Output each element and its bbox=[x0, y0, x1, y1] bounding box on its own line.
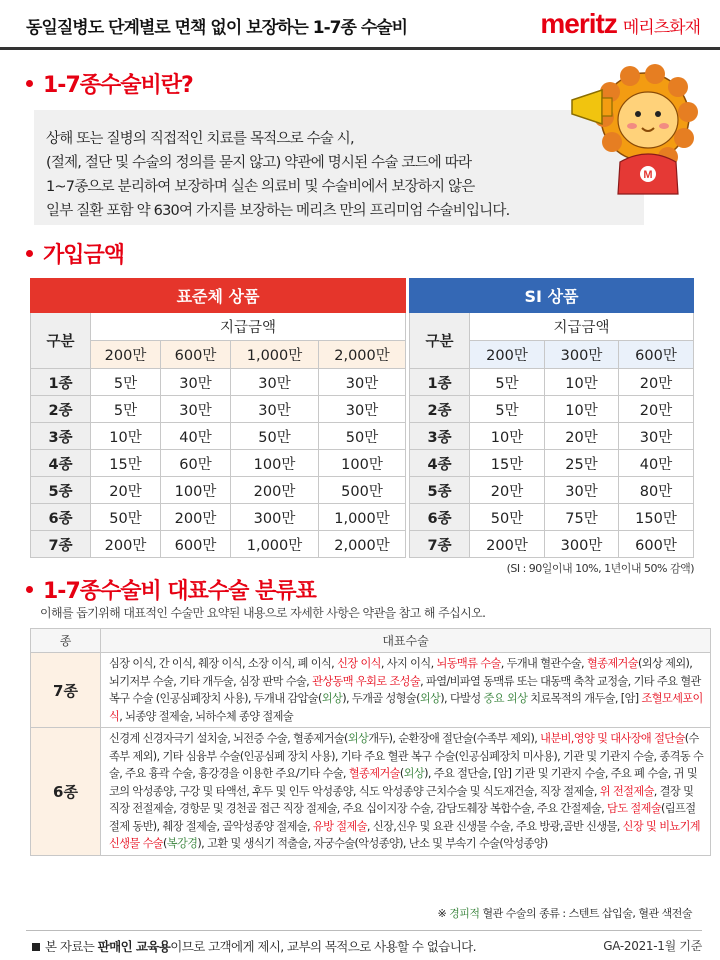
amount-cell: 300만 bbox=[545, 531, 619, 558]
amount-cell: 5만 bbox=[470, 396, 545, 423]
surgery-text-segment: 치료목적의 개두술, [암] bbox=[527, 692, 642, 705]
surgery-text-segment: ), 다발성 bbox=[440, 692, 484, 705]
grade-cell: 1종 bbox=[410, 369, 470, 396]
section-title-definition bbox=[26, 68, 193, 99]
amount-header: 200만 bbox=[470, 341, 545, 369]
surgery-text-segment: 중요 외상 bbox=[483, 692, 528, 705]
amount-cell: 30만 bbox=[161, 396, 231, 423]
amount-cell: 200만 bbox=[470, 531, 545, 558]
amount-cell: 20만 bbox=[470, 477, 545, 504]
section-title-classification bbox=[26, 574, 316, 605]
section-title-amount bbox=[26, 238, 124, 269]
surgery-text-segment: 외상 bbox=[419, 692, 441, 705]
surgery-text-segment: , 사지 이식, bbox=[380, 657, 437, 670]
classification-note: 이해를 돕기위해 대표적인 수술만 요약된 내용으로 자세한 사항은 약관을 참고 해 주십시오. bbox=[40, 606, 486, 620]
si-reduction-note: (SI : 90일이내 10%, 1년이내 50% 감액) bbox=[506, 562, 694, 575]
surgery-text-segment: 신장 및 비뇨기계 신생물 수술 bbox=[109, 819, 701, 850]
si-band-title: SI 상품 bbox=[410, 279, 694, 313]
amount-cell: 5만 bbox=[91, 396, 161, 423]
amount-cell: 300만 bbox=[231, 504, 319, 531]
standard-table-body bbox=[31, 369, 406, 558]
amount-cell: 20만 bbox=[545, 423, 619, 450]
surgery-text-segment: 외상 bbox=[347, 732, 369, 745]
amount-cell: 30만 bbox=[319, 369, 406, 396]
amount-cell: 40만 bbox=[161, 423, 231, 450]
surgery-text-segment: 담도 절제술 bbox=[607, 802, 662, 815]
header-title: 동일질병도 단계별로 면책 없이 보장하는 1-7종 수술비 bbox=[26, 18, 408, 38]
surgery-text-segment: , 파열/비파열 동맥류 또는 대동맥 축착 교정술, 기타 주요 혈관 복구 수술 (인공심폐장치 사용), 두개내 감압술( bbox=[109, 674, 701, 705]
grade-cell: 4종 bbox=[410, 450, 470, 477]
grade-cell: 4종 bbox=[31, 450, 91, 477]
amount-cell: 5만 bbox=[470, 369, 545, 396]
surgery-text-segment: , 뇌종양 절제술, 뇌하수체 종양 절제술 bbox=[119, 709, 294, 723]
amount-cell: 600만 bbox=[619, 531, 694, 558]
amount-cell: 40만 bbox=[619, 450, 694, 477]
surgery-text-segment: 뇌동맥류 수술 bbox=[436, 657, 501, 670]
col-surgery-header: 대표수술 bbox=[101, 629, 711, 653]
surgery-text-segment: 위 전절제술 bbox=[599, 784, 654, 798]
section-title-text: 1-7종수술비 대표수술 분류표 bbox=[43, 579, 316, 604]
table-row bbox=[31, 504, 406, 531]
footer-post: 이므로 고객에게 제시, 교부의 목적으로 사용할 수 없습니다. bbox=[170, 939, 477, 954]
amount-cell: 30만 bbox=[545, 477, 619, 504]
gubun-header: 구분 bbox=[410, 313, 470, 369]
amount-cell: 30만 bbox=[319, 396, 406, 423]
surgery-text-segment: 내분비,영양 및 대사장애 절단술 bbox=[540, 732, 685, 745]
pay-amount-header: 지급금액 bbox=[470, 313, 694, 341]
amount-cell: 200만 bbox=[161, 504, 231, 531]
lion-mascot-icon bbox=[560, 62, 700, 197]
meritz-logo bbox=[540, 8, 700, 40]
table-row bbox=[31, 531, 406, 558]
table-row bbox=[31, 450, 406, 477]
grade-7-label: 7종 bbox=[31, 653, 101, 728]
amount-cell: 80만 bbox=[619, 477, 694, 504]
grade-cell: 2종 bbox=[31, 396, 91, 423]
footer bbox=[26, 930, 702, 960]
square-bullet-icon bbox=[32, 943, 40, 951]
surgery-text-segment: 신경계 신경자극기 설치술, 뇌전증 수술, 혈종제거술( bbox=[109, 732, 348, 745]
table-row bbox=[31, 369, 406, 396]
footnote-text: 혈관 수술의 종류 : 스텐트 삽입술, 혈관 색전술 bbox=[479, 907, 692, 920]
classification-table bbox=[30, 628, 711, 856]
amount-cell: 30만 bbox=[231, 369, 319, 396]
bullet-dot-icon bbox=[26, 250, 33, 257]
table-row bbox=[31, 477, 406, 504]
surgery-text-segment: 외상 bbox=[403, 767, 425, 780]
amount-cell: 75만 bbox=[545, 504, 619, 531]
intro-line: 일부 질환 포함 약 630여 가지를 보장하는 메리츠 만의 프리미엄 수술비입니다. bbox=[46, 203, 510, 219]
table-row bbox=[410, 450, 694, 477]
intro-line: 1~7종으로 분리하여 보장하며 실손 의료비 및 수술비에서 보장하지 않은 bbox=[46, 179, 475, 195]
amount-cell: 30만 bbox=[161, 369, 231, 396]
amount-cell: 50만 bbox=[319, 423, 406, 450]
amount-cell: 10만 bbox=[545, 396, 619, 423]
surgery-text-segment: ), 주요 절단술, [암] 기관 및 기관지 수술, 주요 폐 수술, 귀 및 코의 악성종양, 구강 및 타액선, 후두 및 인두 악성종양, 식도 악성종양 근치수술 및 식도재건술, 직장 절제술, bbox=[109, 767, 698, 798]
footnote-emphasis: 경피적 bbox=[449, 907, 480, 920]
table-row bbox=[410, 504, 694, 531]
percutaneous-footnote bbox=[437, 905, 692, 921]
amount-cell: 2,000만 bbox=[319, 531, 406, 558]
grade-cell: 1종 bbox=[31, 369, 91, 396]
table-row bbox=[410, 369, 694, 396]
footnote-mark: ※ bbox=[437, 907, 450, 920]
surgery-text-segment: 유방 절제술 bbox=[312, 819, 367, 833]
surgery-text-segment: ( bbox=[163, 837, 167, 850]
amount-header: 600만 bbox=[161, 341, 231, 369]
surgery-text-segment: 혈종제거술 bbox=[348, 767, 400, 780]
grade-6-surgeries bbox=[101, 728, 711, 856]
surgery-text-segment: (외상 제외), 뇌기저부 수술, 기타 개두술, 심장 판막 수술, bbox=[109, 657, 693, 688]
section-title-text: 1-7종수술비란? bbox=[43, 73, 193, 98]
surgery-text-segment: 신장 이식 bbox=[337, 657, 381, 670]
table-row bbox=[410, 477, 694, 504]
surgery-text-segment: 심장 이식, 간 이식, 췌장 이식, 소장 이식, 폐 이식, bbox=[109, 657, 338, 670]
bullet-dot-icon bbox=[26, 80, 33, 87]
amount-header: 200만 bbox=[91, 341, 161, 369]
amount-cell: 200만 bbox=[231, 477, 319, 504]
surgery-text-segment: 외상 bbox=[321, 692, 343, 705]
grade-cell: 3종 bbox=[410, 423, 470, 450]
surgery-text-segment: , 두개내 혈관수술, bbox=[500, 657, 587, 670]
amount-cell: 150만 bbox=[619, 504, 694, 531]
si-product-table bbox=[409, 278, 694, 558]
surgery-text-segment: 개두), 순환장애 절단술(수족부 제외), bbox=[368, 732, 541, 745]
grade-cell: 6종 bbox=[410, 504, 470, 531]
surgery-text-segment: , 결장 및 직장 전절제술, 경항문 및 경천골 접근 직장 절제술, 주요 십이지장 수술, 감담도췌장 복합수술, 주요 간절제술, bbox=[109, 784, 694, 815]
table-row bbox=[410, 396, 694, 423]
surgery-text-segment: , 신장,신우 및 요관 신생물 수술, 주요 방광,골반 신생물, bbox=[366, 819, 623, 833]
amount-cell: 500만 bbox=[319, 477, 406, 504]
amount-cell: 25만 bbox=[545, 450, 619, 477]
standard-product-table bbox=[30, 278, 406, 558]
si-table-body bbox=[410, 369, 694, 558]
logo-word: meritz bbox=[540, 8, 617, 39]
amount-cell: 200만 bbox=[91, 531, 161, 558]
intro-line: 상해 또는 질병의 직접적인 치료를 목적으로 수술 시, bbox=[46, 131, 354, 147]
header bbox=[0, 0, 720, 50]
grade-6-label: 6종 bbox=[31, 728, 101, 856]
grade-cell: 5종 bbox=[31, 477, 91, 504]
section-title-text: 가입금액 bbox=[43, 243, 125, 268]
table-row bbox=[410, 423, 694, 450]
bullet-dot-icon bbox=[26, 586, 33, 593]
surgery-text-segment: (림프절 절제 동반), 췌장 절제술, 골악성종양 절제술, bbox=[109, 802, 696, 833]
amount-cell: 20만 bbox=[619, 369, 694, 396]
footer-disclaimer bbox=[32, 937, 476, 955]
grade-cell: 7종 bbox=[410, 531, 470, 558]
amount-cell: 10만 bbox=[545, 369, 619, 396]
grade-cell: 3종 bbox=[31, 423, 91, 450]
footer-code: GA-2021-1월 기준 bbox=[603, 939, 702, 953]
amount-cell: 50만 bbox=[231, 423, 319, 450]
amount-cell: 30만 bbox=[231, 396, 319, 423]
standard-band-title: 표준체 상품 bbox=[31, 279, 406, 313]
amount-cell: 1,000만 bbox=[319, 504, 406, 531]
footer-bold: 판매인 교육용 bbox=[97, 939, 171, 954]
grade-7-surgeries bbox=[101, 653, 711, 728]
grade-cell: 2종 bbox=[410, 396, 470, 423]
pay-amount-header: 지급금액 bbox=[91, 313, 406, 341]
logo-korean: 메리츠화재 bbox=[622, 18, 700, 38]
gubun-header: 구분 bbox=[31, 313, 91, 369]
grade-cell: 5종 bbox=[410, 477, 470, 504]
amount-cell: 50만 bbox=[470, 504, 545, 531]
amount-cell: 100만 bbox=[161, 477, 231, 504]
col-grade-header: 종 bbox=[31, 629, 101, 653]
amount-cell: 10만 bbox=[470, 423, 545, 450]
surgery-text-segment: 관상동맥 우회로 조성술 bbox=[312, 674, 421, 688]
amount-cell: 15만 bbox=[470, 450, 545, 477]
amount-header: 300만 bbox=[545, 341, 619, 369]
amount-header: 1,000만 bbox=[231, 341, 319, 369]
surgery-text-segment: ( bbox=[399, 767, 404, 780]
amount-cell: 20만 bbox=[619, 396, 694, 423]
table-row bbox=[410, 531, 694, 558]
amount-cell: 15만 bbox=[91, 450, 161, 477]
amount-cell: 10만 bbox=[91, 423, 161, 450]
surgery-text-segment: 혈종제거술 bbox=[586, 657, 638, 670]
surgery-text-segment: 조혈모세포이식 bbox=[109, 692, 703, 723]
intro-line: (절제, 절단 및 수술의 정의를 묻지 않고) 약관에 명시된 수술 코드에 따라 bbox=[46, 155, 472, 171]
amount-cell: 30만 bbox=[619, 423, 694, 450]
mascot-badge: M bbox=[643, 169, 653, 181]
table-row bbox=[31, 423, 406, 450]
grade-cell: 7종 bbox=[31, 531, 91, 558]
footer-pre: 본 자료는 bbox=[45, 939, 98, 954]
amount-cell: 5만 bbox=[91, 369, 161, 396]
surgery-text-segment: ), 고환 및 생식기 적출술, 자궁수술(악성종양), 난소 및 부속기 수술(악성종양) bbox=[197, 837, 548, 850]
amount-header: 2,000만 bbox=[319, 341, 406, 369]
surgery-text-segment: 복강경 bbox=[166, 837, 198, 850]
amount-cell: 100만 bbox=[231, 450, 319, 477]
amount-cell: 20만 bbox=[91, 477, 161, 504]
grade-cell: 6종 bbox=[31, 504, 91, 531]
surgery-text-segment: (수족부 제외), 기타 심융부 수술(인공심폐 장치 사용), 기타 주요 혈관 복구 수술(인공심폐장치 미사용), 기관 및 기관지 수술, 종격동 수술, 주요 흉곽 수술, 흉강경을 이용한 주요/기타 수술, bbox=[109, 732, 704, 780]
table-row bbox=[31, 396, 406, 423]
amount-cell: 600만 bbox=[161, 531, 231, 558]
amount-header: 600만 bbox=[619, 341, 694, 369]
amount-cell: 60만 bbox=[161, 450, 231, 477]
amount-cell: 50만 bbox=[91, 504, 161, 531]
amount-cell: 100만 bbox=[319, 450, 406, 477]
surgery-text-segment: ), 두개골 성형술( bbox=[342, 692, 420, 705]
amount-cell: 1,000만 bbox=[231, 531, 319, 558]
